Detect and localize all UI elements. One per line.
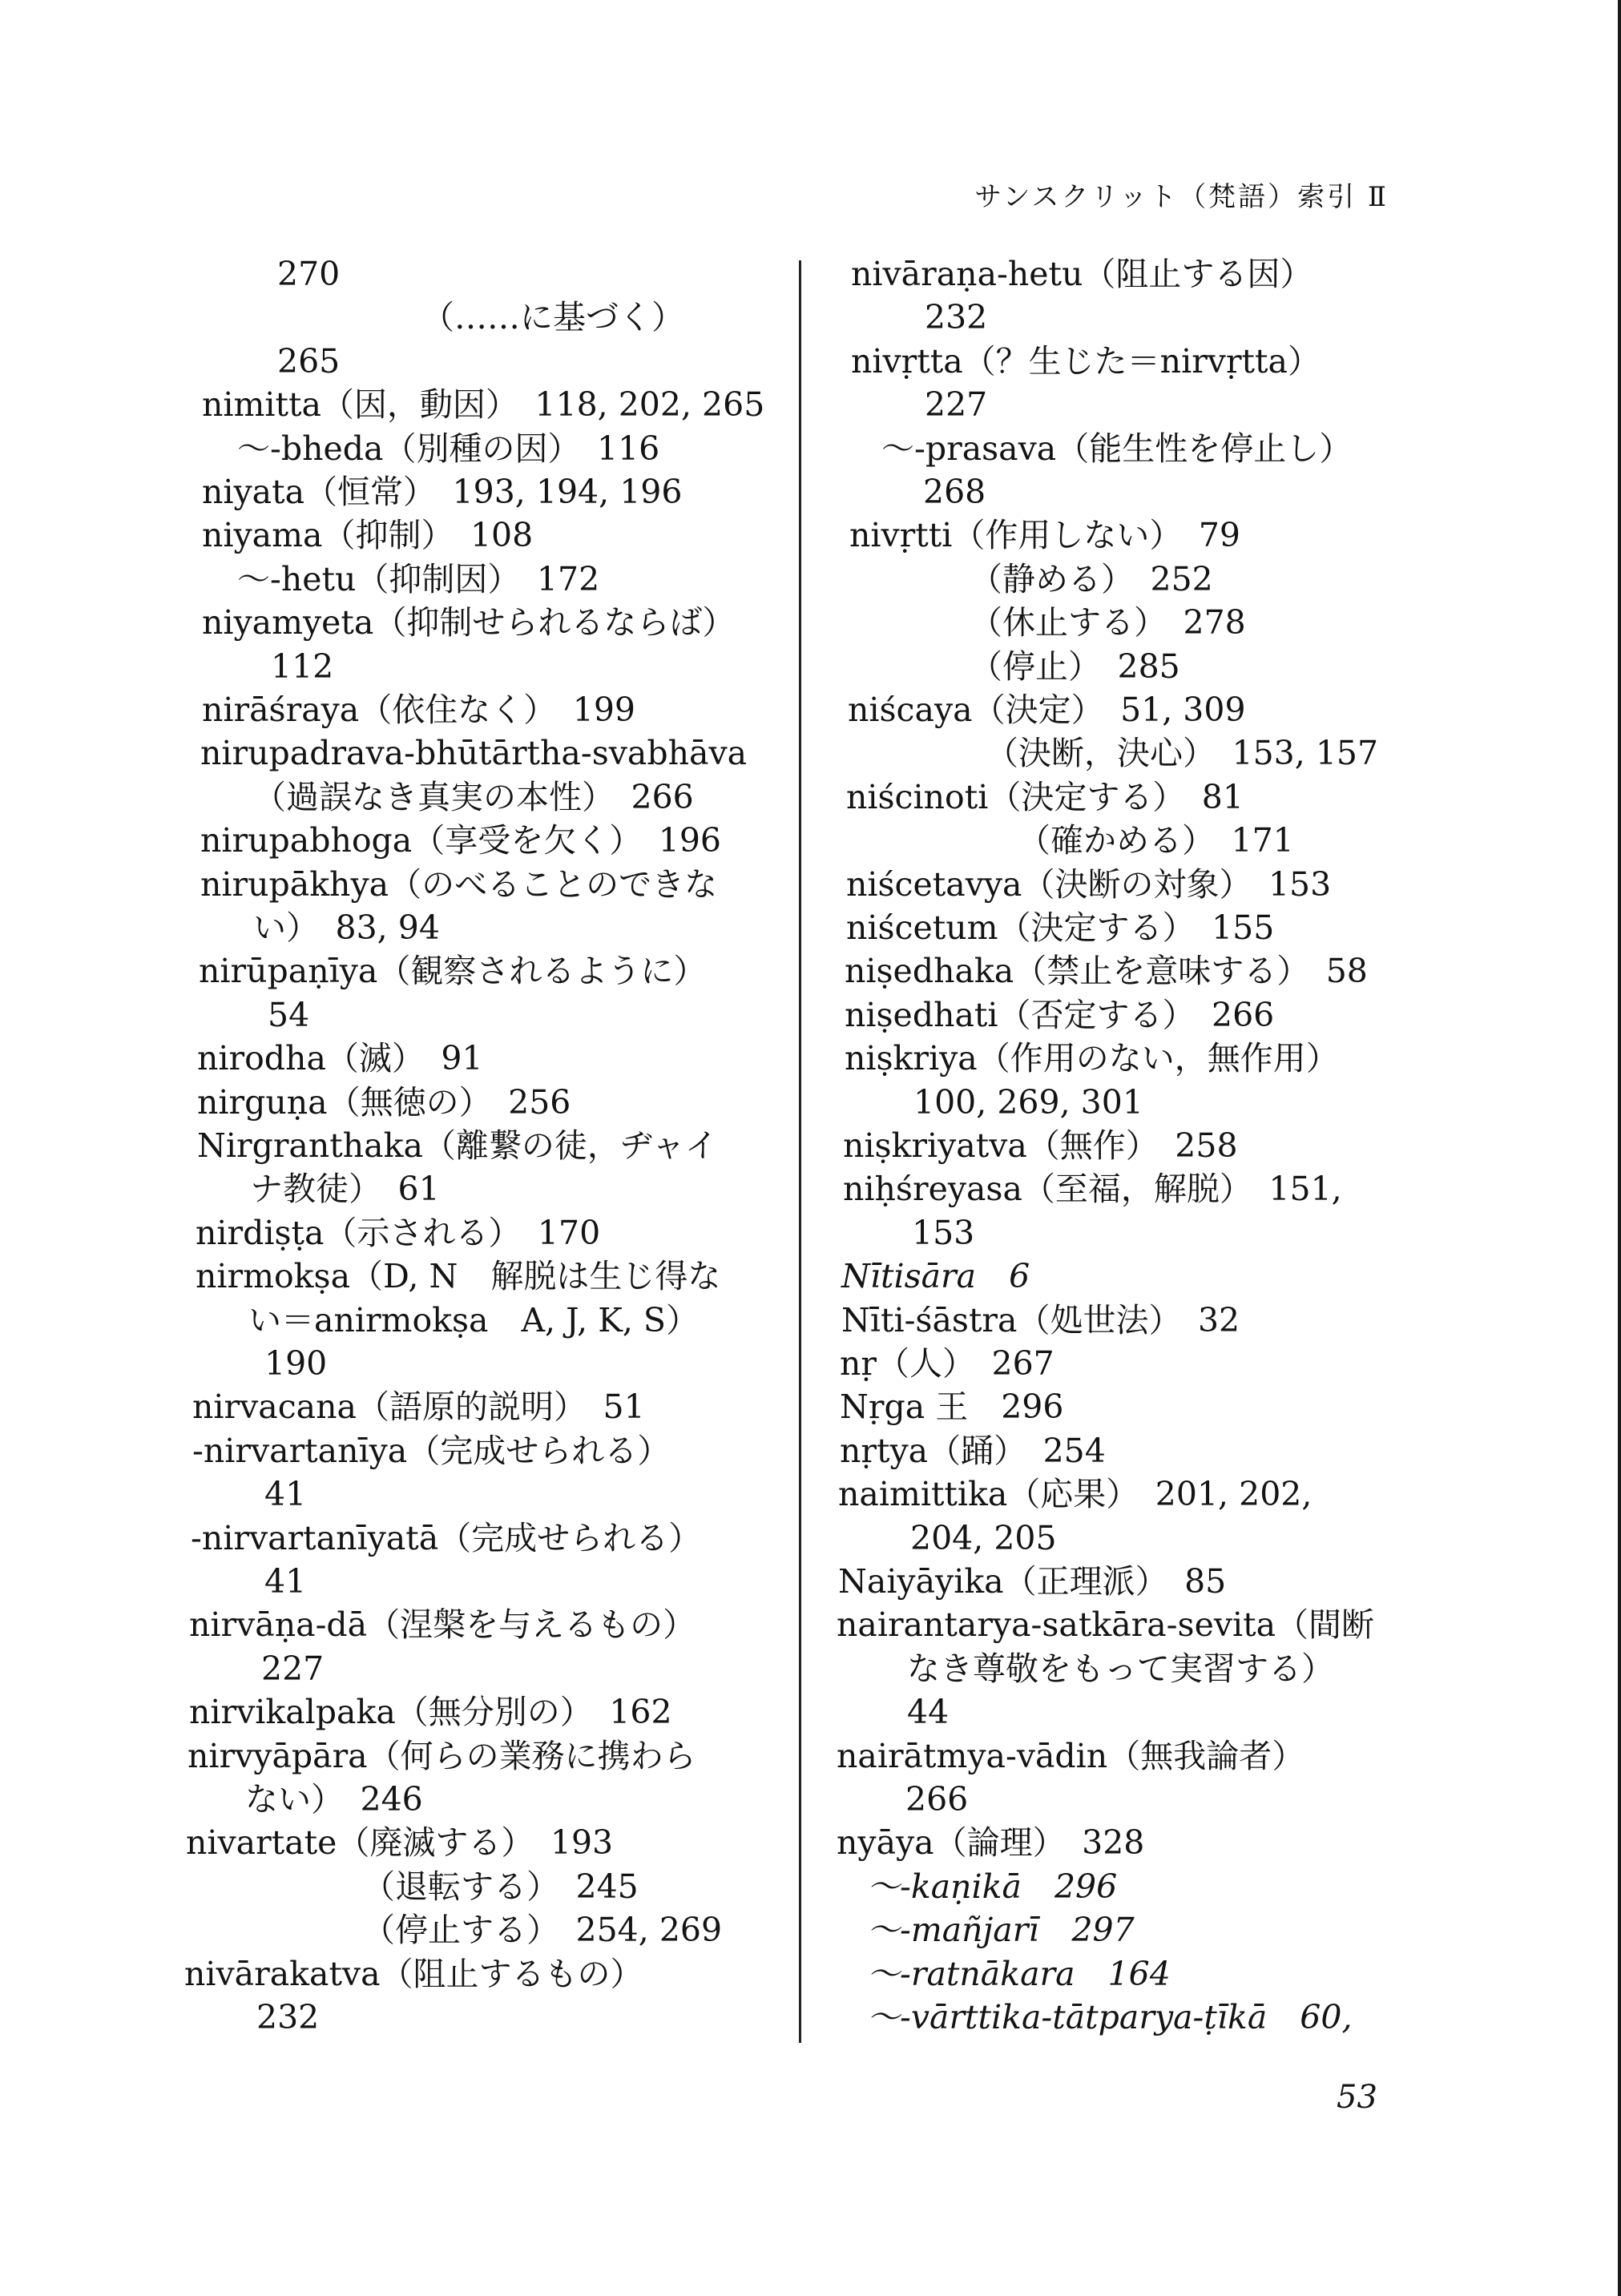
index-entry-line: niḥśreyasa（至福，解脱） 151, xyxy=(843,1170,1342,1208)
index-entry-line: ナ教徒） 61 xyxy=(250,1170,440,1208)
index-entry-line: （過誤なき真実の本性） 266 xyxy=(253,778,694,816)
index-entry-line: Nirgranthaka（離繋の徒，ヂャイ xyxy=(197,1126,718,1165)
index-entry-line: 〜-vārttika-tātparya-ṭīkā 60, xyxy=(867,1998,1353,2036)
index-entry-line: niścinoti（決定する） 81 xyxy=(846,778,1244,816)
index-entry-line: nirūpaṇīya（観察されるように） xyxy=(199,952,707,990)
index-entry-line: 265 xyxy=(277,342,341,381)
index-entry-line: 153 xyxy=(912,1214,975,1252)
index-entry-line: い） 83, 94 xyxy=(253,908,440,947)
index-entry-line: 112 xyxy=(271,647,334,686)
index-entry-line: nirguṇa（無徳の） 256 xyxy=(197,1083,571,1122)
index-entry-line: Nṛga 王 296 xyxy=(840,1388,1064,1426)
index-entry-line: 〜-ratnākara 164 xyxy=(867,1955,1171,1993)
index-entry-line: niyama（抑制） 108 xyxy=(202,516,534,554)
index-entry-line: nivṛtta（？生じた＝nirvṛtta） xyxy=(851,342,1321,381)
index-entry-line: nairantarya-satkāra-sevita（間断 xyxy=(837,1605,1375,1644)
index-entry-line: niścetavya（決断の対象） 153 xyxy=(846,865,1332,904)
index-entry-line: 270 xyxy=(277,255,341,293)
index-entry-line: （退転する） 245 xyxy=(362,1867,639,1906)
page-number: 53 xyxy=(1337,2079,1377,2116)
index-entry-line: niyata（恒常） 193, 194, 196 xyxy=(202,473,683,511)
index-entry-line: nirmokṣa（D, N 解脱は生じ得な xyxy=(196,1257,721,1295)
index-entry-line: ない） 246 xyxy=(245,1780,423,1819)
index-entry-line: nirvacana（語原的説明） 51 xyxy=(192,1388,645,1426)
index-entry-line: 232 xyxy=(925,298,988,336)
index-entry-line: nirupadrava-bhūtārtha-svabhāva xyxy=(200,734,748,772)
index-entry-line: nirvikalpaka（無分別の） 162 xyxy=(189,1693,672,1731)
index-entry-line: -nirvartanīya（完成せられる） xyxy=(192,1432,671,1470)
index-entry-line: nirdiṣṭa（示される） 170 xyxy=(196,1214,601,1252)
index-entry-line: （確かめる） 171 xyxy=(1018,821,1294,860)
index-entry-line: 268 xyxy=(923,473,986,511)
index-entry-line: nimitta（因，動因） 118, 202, 265 xyxy=(202,385,765,424)
index-entry-line: nirupākhya（のべることのできな xyxy=(200,865,718,904)
index-entry-line: 190 xyxy=(264,1344,328,1383)
index-entry-line: い＝anirmokṣa A, J, K, S） xyxy=(248,1301,700,1339)
index-entry-line: niṣkriyatva（無作） 258 xyxy=(843,1126,1238,1165)
index-entry-line: （休止する） 278 xyxy=(970,603,1246,642)
index-entry-line: 266 xyxy=(905,1780,969,1819)
index-entry-line: （決断，決心） 153, 157 xyxy=(986,734,1379,772)
index-entry-line: 41 xyxy=(264,1562,307,1601)
index-entry-line: nyāya（論理） 328 xyxy=(837,1823,1145,1862)
index-entry-line: nirvāṇa-dā（涅槃を与えるもの） xyxy=(189,1605,696,1644)
index-entry-line: 54 xyxy=(268,996,310,1034)
index-entry-line: nirupabhoga（享受を欠く） 196 xyxy=(200,821,721,860)
index-entry-line: nirāśraya（依住なく） 199 xyxy=(202,691,636,729)
index-entry-line: （……に基づく） xyxy=(421,298,684,336)
index-entry-line: 100, 269, 301 xyxy=(913,1083,1143,1122)
index-entry-line: 227 xyxy=(261,1649,325,1688)
page-edge-border xyxy=(1618,0,1621,2296)
index-entry-line: nairātmya-vādin（無我論者） xyxy=(837,1737,1305,1775)
index-entry-line: niścetum（決定する） 155 xyxy=(846,908,1275,947)
index-entry-line: niṣedhaka（禁止を意味する） 58 xyxy=(845,952,1368,990)
index-entry-line: 〜-mañjarī 297 xyxy=(867,1911,1135,1949)
index-entry-line: 〜-kaṇikā 296 xyxy=(867,1867,1118,1906)
index-entry-line: 227 xyxy=(925,385,988,424)
index-entry-line: nṛ（人） 267 xyxy=(840,1344,1054,1383)
index-entry-line: 204, 205 xyxy=(910,1519,1057,1557)
index-entry-line: 232 xyxy=(256,1998,320,2036)
index-entry-line: Naiyāyika（正理派） 85 xyxy=(838,1562,1227,1601)
index-entry-line: niyamyeta（抑制せられるならば） xyxy=(202,603,736,642)
index-entry-line: （停止） 285 xyxy=(970,647,1180,686)
index-entry-line: なき尊敬をもって実習する） xyxy=(907,1649,1334,1688)
index-entry-line: Nīti-śāstra（処世法） 32 xyxy=(841,1301,1240,1339)
column-divider xyxy=(799,260,801,2043)
index-entry-line: 41 xyxy=(264,1475,307,1513)
running-header: サンスクリット（梵語）索引 Ⅱ xyxy=(974,181,1389,213)
index-entry-line: -nirvartanīyatā（完成せられる） xyxy=(191,1519,702,1557)
index-entry-line: （停止する） 254, 269 xyxy=(362,1911,723,1949)
index-entry-line: nivāraṇa-hetu（阻止する因） xyxy=(851,255,1313,293)
index-entry-line: niṣkriya（作用のない，無作用） xyxy=(845,1039,1339,1078)
index-entry-line: nirvyāpāra（何らの業務に携わら xyxy=(188,1737,696,1775)
index-entry-line: （静める） 252 xyxy=(970,560,1213,598)
index-entry-line: 〜-bheda（別種の因） 116 xyxy=(237,429,660,468)
index-entry-line: nivṛtti（作用しない） 79 xyxy=(849,516,1241,554)
index-entry-line: nṛtya（踊） 254 xyxy=(840,1432,1106,1470)
index-entry-line: niṣedhati（否定する） 266 xyxy=(845,996,1275,1034)
index-entry-line: nivartate（廃滅する） 193 xyxy=(186,1823,614,1862)
index-entry-line: nivārakatva（阻止するもの） xyxy=(184,1955,643,1993)
index-entry-line: 〜-hetu（抑制因） 172 xyxy=(237,560,600,598)
index-entry-line: 44 xyxy=(907,1693,950,1731)
index-entry-line: niścaya（決定） 51, 309 xyxy=(848,691,1246,729)
index-entry-line: nirodha（滅） 91 xyxy=(197,1039,483,1078)
index-entry-line: 〜-prasava（能生性を停止し） xyxy=(881,429,1353,468)
index-entry-line: naimittika（応果） 201, 202, xyxy=(838,1475,1313,1513)
index-entry-line: Nītisāra 6 xyxy=(841,1257,1030,1295)
